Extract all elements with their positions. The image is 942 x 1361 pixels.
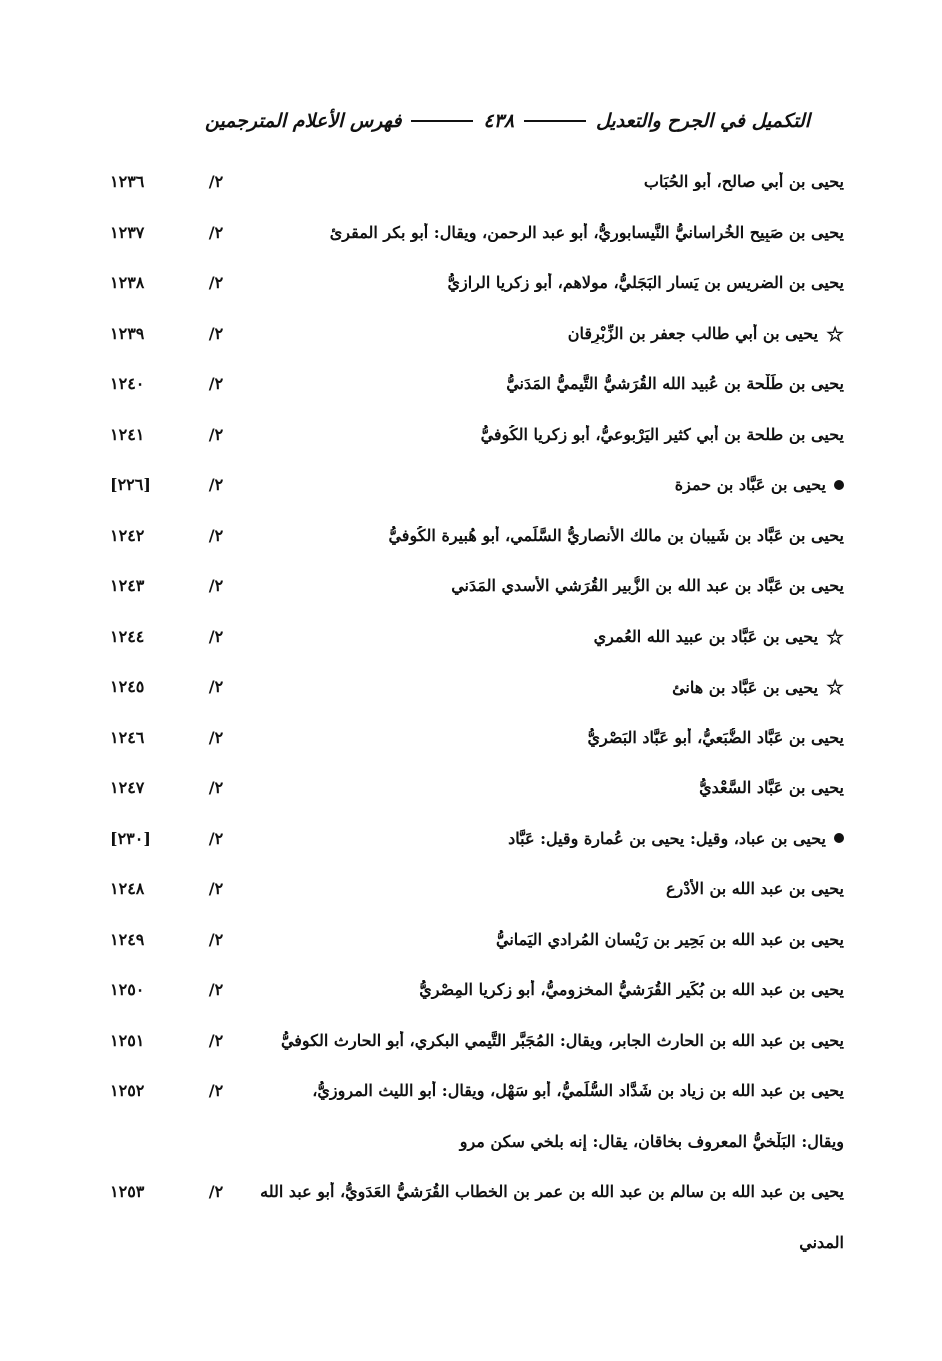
entry-name [204, 677, 844, 697]
entry-name-text: يحيى بن عَبَّاد السَّعْديُّ [699, 778, 844, 797]
entry-number: ١٢٣٩ [110, 323, 145, 343]
entry-number: [٢٢٦] [110, 475, 151, 494]
entry-name-text: يحيى بن عبد الله بن سالم بن عبد الله بن عمر بن الخطاب القُرَشيُّ العَدَويُّ، أبو عبد الله [260, 1182, 844, 1201]
entry-volume: ٢/ [208, 525, 224, 545]
entry-number: ١٢٤٦ [110, 727, 145, 747]
entry-number: ١٢٤٢ [110, 525, 145, 545]
entry-name-text: ويقال: البَلْخيُّ المعروف بخاقان، يقال: إنه بلخي سكن مرو [459, 1131, 844, 1151]
entry-volume: ٢/ [208, 929, 224, 949]
entry-name-text: يحيى بن عَبَّاد بن عبيد الله العُمري [593, 627, 819, 646]
entry-number: ١٢٣٨ [110, 273, 145, 292]
index-entry [0, 867, 942, 918]
entry-name [204, 425, 844, 444]
entry-name [204, 576, 844, 595]
entry-volume: ٢/ [208, 273, 224, 292]
entry-volume: ٢/ [208, 1081, 224, 1100]
entry-volume: ٢/ [208, 424, 224, 444]
entry-volume: ٢/ [208, 1182, 224, 1201]
entry-name-text: يحيى بن عَبَّاد بن عبد الله بن الزُّبير القُرَشي الأَسدي المَدَني [451, 576, 844, 595]
entry-name [204, 1233, 844, 1252]
index-entry [0, 463, 942, 514]
entry-name [204, 829, 844, 848]
entry-name [204, 1132, 844, 1151]
entry-volume: ٢/ [208, 727, 224, 747]
entry-number: ١٢٤٣ [110, 576, 145, 595]
index-entry [0, 312, 942, 363]
index-entry [0, 160, 942, 211]
index-entry [0, 1019, 942, 1070]
entry-volume: ٢/ [208, 374, 224, 393]
page-header [205, 104, 810, 138]
index-entry [0, 1069, 942, 1120]
entry-number: ١٢٤١ [110, 424, 145, 444]
entry-number: ١٢٥١ [110, 1030, 145, 1050]
entry-name-text: يحيى بن عبد الله بن زياد بن شَدَّاد السُّلَميُّ، أبو سَهْل، ويقال: أبو الليث المروزيُّ، [312, 1081, 844, 1100]
index-entry [0, 968, 942, 1019]
index-entry [0, 1120, 942, 1171]
entry-volume: ٢/ [208, 626, 224, 646]
entry-name-text: يحيى بن الضريس بن يَسار البَجَليُّ، مولاهم، أبو زكريا الرازيُّ [447, 273, 844, 292]
entry-number: ١٢٣٦ [110, 172, 145, 191]
entry-name [204, 930, 844, 949]
entry-number: ١٢٤٥ [110, 677, 145, 696]
entry-volume: ٢/ [208, 475, 224, 494]
entry-name-text: يحيى بن أبي طالب جعفر بن الزِّبْرِقان [567, 324, 819, 343]
entry-name [204, 1182, 844, 1201]
entry-name [204, 273, 844, 292]
index-entry [0, 1170, 942, 1221]
bullet-icon [834, 833, 844, 843]
book-title: التكميل في الجرح والتعديل [595, 110, 810, 132]
entry-name [204, 627, 844, 647]
entry-name [204, 879, 844, 898]
entry-name [204, 778, 844, 797]
index-entry [0, 766, 942, 817]
entry-name [204, 728, 844, 747]
entry-name [204, 980, 844, 999]
entry-name [204, 223, 844, 242]
entry-volume: ٢/ [208, 323, 224, 343]
entry-name-text: يحيى بن عَبَّاد بن هانئ [672, 677, 819, 697]
entry-name [204, 374, 844, 393]
entry-name-text: يحيى بن عباد، وقيل: يحيى بن عُمارة وقيل: عَبَّاد [508, 828, 826, 848]
entry-name-text: المدني [799, 1232, 844, 1252]
entry-name-text: يحيى بن عَبَّاد الضُّبَعيُّ، أبو عَبَّاد البَصْريُّ [587, 727, 844, 747]
index-entry [0, 716, 942, 767]
index-entries [0, 160, 942, 1271]
entry-volume: ٢/ [208, 172, 224, 191]
section-title: فهرس الأعلام المترجمين [204, 110, 402, 132]
entry-number: ١٢٤٧ [110, 778, 145, 797]
star-icon: ☆ [826, 323, 844, 344]
entry-volume: ٢/ [208, 828, 224, 848]
entry-name [204, 475, 844, 494]
index-entry [0, 615, 942, 666]
entry-name-text: يحيى بن عَبَّاد بن حمزة [674, 475, 826, 494]
entry-name-text: يحيى بن عبد الله بن الأَدْرع [666, 879, 844, 898]
star-icon: ☆ [826, 677, 844, 697]
entry-name-text: يحيى بن أبي صالح، أبو الحُبَاب [643, 172, 844, 191]
index-entry [0, 261, 942, 312]
header-divider [411, 120, 473, 122]
entry-volume: ٢/ [208, 576, 224, 595]
entry-volume: ٢/ [208, 879, 224, 898]
entry-volume: ٢/ [208, 778, 224, 797]
entry-number: ١٢٣٧ [110, 222, 145, 242]
entry-number: ١٢٤٨ [110, 879, 145, 898]
entry-name [204, 1081, 844, 1100]
page-number: ٤٣٨ [483, 110, 515, 132]
bullet-icon [834, 480, 844, 490]
entry-name-text: يحيى بن صَبِيح الخُراسانيُّ النَّيسابوريُّ، أبو عبد الرحمن، ويقال: أبو بكر المقرئ [329, 222, 844, 242]
entry-number: ١٢٤٠ [110, 374, 145, 393]
entry-name-text: يحيى بن عَبَّاد بن شَيبان بن مالك الأنصاريُّ السَّلَمي، أبو هُبيرة الكُوفيُّ [388, 525, 844, 545]
entry-name-text: يحيى بن طلحة بن أبي كثير اليَرْبوعيُّ، أبو زكريا الكُوفيُّ [480, 424, 844, 444]
entry-number: ١٢٥٢ [110, 1081, 145, 1100]
index-entry [0, 564, 942, 615]
star-icon: ☆ [826, 626, 844, 647]
entry-number: ١٢٤٤ [110, 626, 145, 646]
entry-number: ١٢٤٩ [110, 929, 145, 949]
entry-name-text: يحيى بن عبد الله بن الحارث الجابر، ويقال: المُجَبَّر التَّيمي البكري، أبو الحارث الكوفيُّ [280, 1030, 844, 1050]
index-entry [0, 665, 942, 716]
index-entry [0, 362, 942, 413]
entry-number: ١٢٥٣ [110, 1182, 145, 1201]
header-divider [524, 120, 586, 122]
entry-number: ١٢٥٠ [110, 980, 145, 999]
entry-volume: ٢/ [208, 1030, 224, 1050]
entry-name-text: يحيى بن طَلْحة بن عُبيد الله القُرَشيُّ التَّيميُّ المَدَنيُّ [506, 374, 844, 393]
index-entry [0, 413, 942, 464]
entry-volume: ٢/ [208, 980, 224, 999]
entry-volume: ٢/ [208, 677, 224, 696]
entry-name [204, 526, 844, 545]
entry-name-text: يحيى بن عبد الله بن بَحِير بن رَيْسان المُرادي اليَمانيُّ [495, 929, 844, 949]
entry-volume: ٢/ [208, 222, 224, 242]
index-entry [0, 918, 942, 969]
entry-number: [٢٣٠] [110, 828, 151, 848]
entry-name [204, 1031, 844, 1050]
entry-name [204, 324, 844, 344]
index-entry [0, 514, 942, 565]
entry-name [204, 172, 844, 191]
index-entry [0, 211, 942, 262]
index-entry [0, 1221, 942, 1272]
entry-name-text: يحيى بن عبد الله بن بُكَير القُرَشيُّ المخزوميُّ، أبو زكريا المِصْريُّ [419, 980, 844, 999]
index-entry [0, 817, 942, 868]
